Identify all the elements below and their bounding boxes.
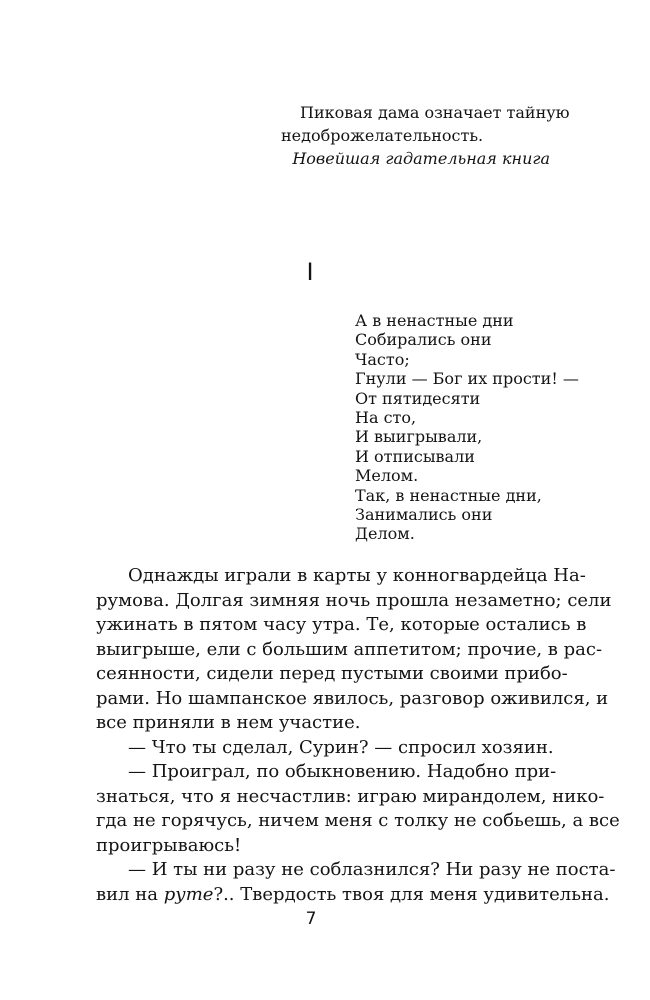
verse-line: Собирались они (355, 330, 492, 350)
epigraph-line: недоброжелательность. (281, 126, 484, 145)
verse-line: Гнули — Бог их прости! — (355, 369, 579, 389)
prose-line: гда не горячусь, ничем меня с толку не собьешь, а все (96, 810, 620, 831)
verse-line: Мелом. (355, 466, 419, 486)
verse-line: И отписывали (355, 446, 475, 466)
prose-line: румова. Долгая зимняя ночь прошла незаметно; сели (96, 589, 612, 611)
dialogue-line: — Что ты сделал, Сурин? — спросил хозяин. (128, 736, 554, 758)
prose-line: рами. Но шампанское явилось, разговор оживился, и (96, 687, 609, 709)
prose-text (96, 564, 620, 907)
epigraph (281, 101, 571, 170)
prose-fragment: вил на (96, 883, 164, 905)
prose-line: ужинать в пятом часу утра. Те, которые остались в (96, 614, 587, 635)
verse-line: На сто, (355, 408, 417, 428)
italic-term: руте (163, 883, 214, 905)
prose-fragment: ?.. Твердость твоя для меня удивительна. (213, 883, 610, 905)
prose-line: знаться, что я несчастлив: играю мирандолем, нико- (96, 785, 605, 807)
prose-line (96, 883, 610, 908)
prose-line: Однажды играли в карты у конногвардейца На- (128, 565, 586, 586)
prose-line: выигрыше, ели с большим аппетитом; прочие, в рас- (96, 638, 603, 660)
chapter-number: I (306, 258, 314, 286)
verse-epigraph (355, 311, 579, 544)
epigraph-source: Новейшая гадательная книга (292, 149, 550, 168)
verse-line: Делом. (355, 524, 415, 544)
prose-line: все приняли в нем участие. (96, 712, 361, 733)
verse-line: А в ненастные дни (355, 311, 514, 330)
epigraph-line: Пиковая дама означает тайную (300, 103, 570, 122)
prose-line: сеянности, сидели перед пустыми своими прибо- (96, 663, 568, 684)
prose-line: проигрываюсь! (96, 834, 242, 856)
verse-line: И выигрывали, (355, 427, 483, 447)
dialogue-line: — Проиграл, по обыкновению. Надобно при- (128, 761, 557, 782)
verse-line: Так, в ненастные дни, (355, 485, 542, 505)
dialogue-line: — И ты ни разу не соблазнился? Ни разу не поста- (128, 859, 616, 880)
verse-line: Часто; (355, 349, 410, 369)
verse-line: Занимались они (355, 505, 493, 525)
page-number: 7 (305, 909, 317, 929)
verse-line: От пятидесяти (355, 388, 481, 408)
